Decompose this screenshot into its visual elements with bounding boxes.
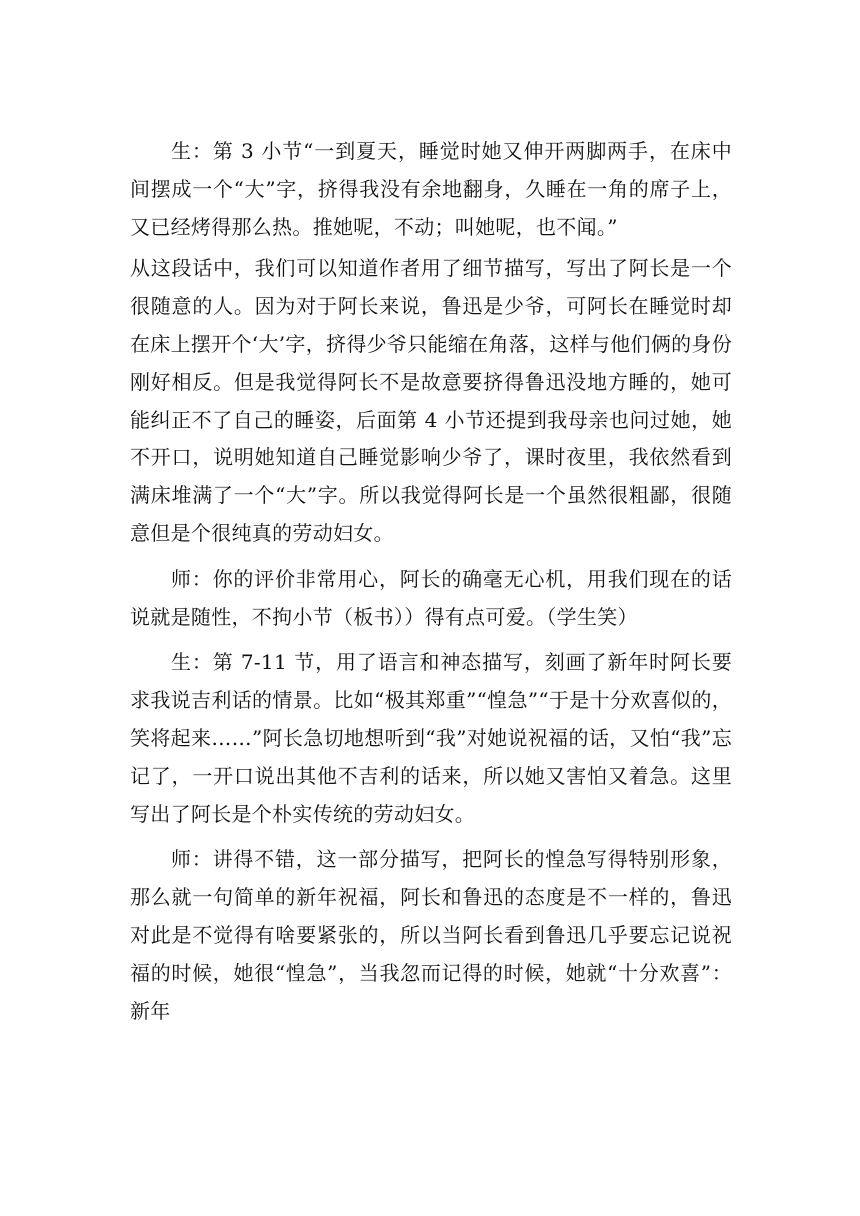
paragraph-analysis: 从这段话中，我们可以知道作者用了细节描写，写出了阿长是一个很随意的人。因为对于阿长来说，鲁迅是少爷，可阿长在睡觉时却在床上摆开个‘大’字，挤得少爷只能缩在角落，这样与他们俩的身份刚好相反。但是我觉得阿长不是故意要挤得鲁迅没地方睡的，她可能纠正不了自己的睡姿，后面第 4 小节还提到我母亲也问过她，她不开口，说明她知道自己睡觉影响少爷了，课时夜里，我依然看到满床堆满了一个“大”字。所以我觉得阿长是一个虽然很粗鄙，很随意但是个很纯真的劳动妇女。 (130, 256, 733, 545)
paragraph-student-2: 生：第 7-11 节，用了语言和神态描写，刻画了新年时阿长要求我说吉利话的情景。比如“极其郑重”“惶急”“于是十分欢喜似的，笑将起来……”阿长急切地想听到“我”对她说祝福的话，又怕“我”忘记了，一开口说出其他不吉利的话来，所以她又害怕又着急。这里写出了阿长是个朴实传统的劳动妇女。 (130, 650, 732, 826)
paragraph-student-1: 生：第 3 小节“一到夏天，睡觉时她又伸开两脚两手，在床中间摆成一个“大”字，挤得我没有余地翻身，久睡在一角的席子上，又已经烤得那么热。推她呢，不动；叫她呢，也不闻。” (130, 139, 732, 239)
paragraph-teacher-2: 师：讲得不错，这一部分描写，把阿长的惶急写得特别形象，那么就一句简单的新年祝福，阿长和鲁迅的态度是不一样的，鲁迅对此是不觉得有啥要紧张的，所以当阿长看到鲁迅几乎要忘记说祝福的时候，她很“惶急”，当我忽而记得的时候，她就“十分欢喜”：新年 (130, 847, 732, 1023)
paragraph-teacher-1: 师：你的评价非常用心，阿长的确毫无心机，用我们现在的话说就是随性，不拘小节（板书））得有点可爱。（学生笑） (130, 566, 732, 629)
document-body (130, 133, 732, 1030)
